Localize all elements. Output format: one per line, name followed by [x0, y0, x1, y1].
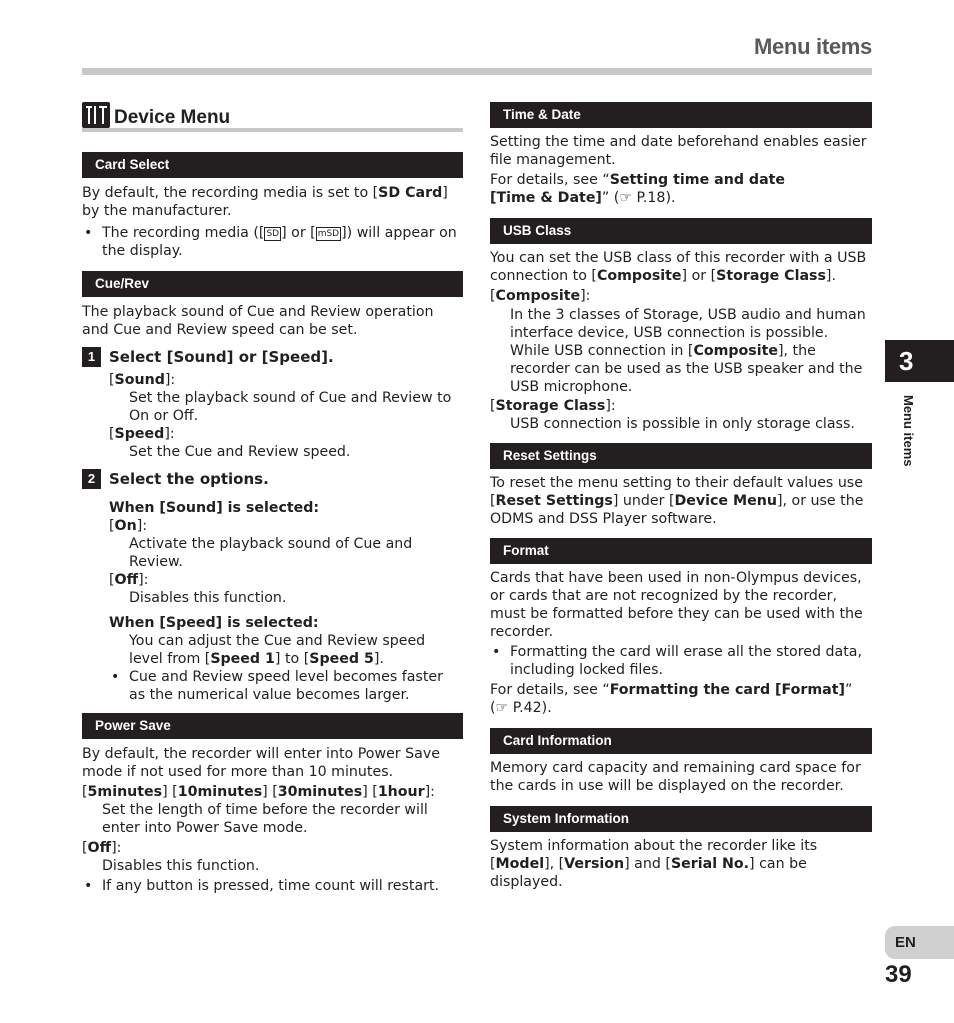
step-1: [82, 347, 463, 367]
reset-settings-heading: Reset Settings: [490, 443, 872, 469]
cue-rev-text: The playback sound of Cue and Review operation and Cue and Review speed can be set.: [82, 304, 434, 338]
composite-desc: In the 3 classes of Storage, USB audio and human interface device, USB connection is possible. While USB connection in [Composite], the recorder can be used as the USB speaker and the USB microphone.: [510, 307, 866, 395]
power-save-off-label: [Off]:: [82, 840, 122, 856]
section-title: Device Menu: [114, 107, 231, 128]
card-select-heading: Card Select: [82, 152, 463, 178]
right-column: [490, 102, 872, 891]
time-date-reference: For details, see “Setting time and date [Time & Date]” (☞ P.18).: [490, 172, 786, 206]
usb-class-text: You can set the USB class of this recorder with a USB connection to [Composite] or [Storage Class].: [490, 250, 867, 284]
cue-rev-heading: Cue/Rev: [82, 271, 463, 297]
sound-option-label: [Sound]:: [109, 372, 176, 388]
page-number: 39: [885, 961, 912, 988]
speed-adjust-desc: You can adjust the Cue and Review speed level from [Speed 1] to [Speed 5].: [129, 633, 426, 667]
off-option-label: [Off]:: [109, 572, 149, 588]
step-2-options: [82, 499, 463, 704]
step-2-text: Select the options.: [109, 470, 269, 488]
card-information-text: Memory card capacity and remaining card space for the cards in use will be displayed on the recorder.: [490, 760, 861, 794]
top-rule: [82, 68, 872, 75]
when-speed-heading: When [Speed] is selected:: [109, 615, 319, 631]
step-2: [82, 469, 463, 489]
step-1-options: [82, 371, 463, 461]
format-reference: For details, see “Formatting the card [Format]” (☞ P.42).: [490, 682, 853, 716]
on-option-desc: Activate the playback sound of Cue and Review.: [129, 536, 413, 570]
microsd-card-icon: mSD: [317, 229, 340, 239]
power-save-bullet: • If any button is pressed, time count will restart.: [82, 877, 463, 895]
system-information-heading: System Information: [490, 806, 872, 832]
step-1-text: Select [Sound] or [Speed].: [109, 348, 334, 366]
step-1-number: 1: [82, 347, 101, 367]
device-menu-icon: [82, 102, 110, 128]
off-option-desc: Disables this function.: [129, 590, 287, 606]
power-save-text: By default, the recorder will enter into Power Save mode if not used for more than 10 minutes.: [82, 746, 440, 780]
left-column: [82, 152, 463, 895]
section-rule: [82, 128, 463, 132]
chapter-side-label: Menu items: [901, 395, 916, 467]
card-select-bullet: • The recording media ([ SD ] or [ mSD ]) will appear on the display.: [82, 224, 463, 260]
sound-option-desc: Set the playback sound of Cue and Review to On or Off.: [129, 390, 452, 424]
format-heading: Format: [490, 538, 872, 564]
composite-label: [Composite]:: [490, 288, 591, 304]
power-save-heading: Power Save: [82, 713, 463, 739]
language-tab: EN: [885, 926, 954, 959]
storage-class-label: [Storage Class]:: [490, 398, 616, 414]
reset-settings-text: To reset the menu setting to their default values use [Reset Settings] under [Device Menu], or use the ODMS and DSS Player software.: [490, 475, 864, 527]
power-save-options-desc: Set the length of time before the recorder will enter into Power Save mode.: [102, 802, 428, 836]
storage-class-desc: USB connection is possible in only storage class.: [510, 416, 855, 432]
time-date-heading: Time & Date: [490, 102, 872, 128]
speed-option-desc: Set the Cue and Review speed.: [129, 444, 351, 460]
power-save-options: [5minutes] [10minutes] [30minutes] [1hour]:: [82, 784, 435, 800]
power-save-off-desc: Disables this function.: [102, 858, 260, 874]
sd-card-icon: SD: [266, 229, 280, 239]
card-select-text: By default, the recording media is set to [SD Card] by the manufacturer.: [82, 185, 448, 219]
section-heading: [82, 102, 230, 128]
usb-class-heading: USB Class: [490, 218, 872, 244]
step-2-number: 2: [82, 469, 101, 489]
system-information-text: System information about the recorder like its [Model], [Version] and [Serial No.] can be displayed.: [490, 838, 818, 890]
chapter-tab: 3: [885, 340, 954, 382]
card-information-heading: Card Information: [490, 728, 872, 754]
speed-option-label: [Speed]:: [109, 426, 175, 442]
format-text: Cards that have been used in non-Olympus devices, or cards that are not recognized by the recorder, must be formatted before they can be used with the recorder.: [490, 570, 863, 640]
format-bullet: • Formatting the card will erase all the stored data, including locked files.: [490, 643, 872, 679]
speed-bullet: • Cue and Review speed level becomes faster as the numerical value becomes larger.: [109, 668, 463, 704]
when-sound-heading: When [Sound] is selected:: [109, 500, 320, 516]
time-date-text: Setting the time and date beforehand enables easier file management.: [490, 134, 867, 168]
page-title: Menu items: [753, 34, 872, 59]
on-option-label: [On]:: [109, 518, 148, 534]
